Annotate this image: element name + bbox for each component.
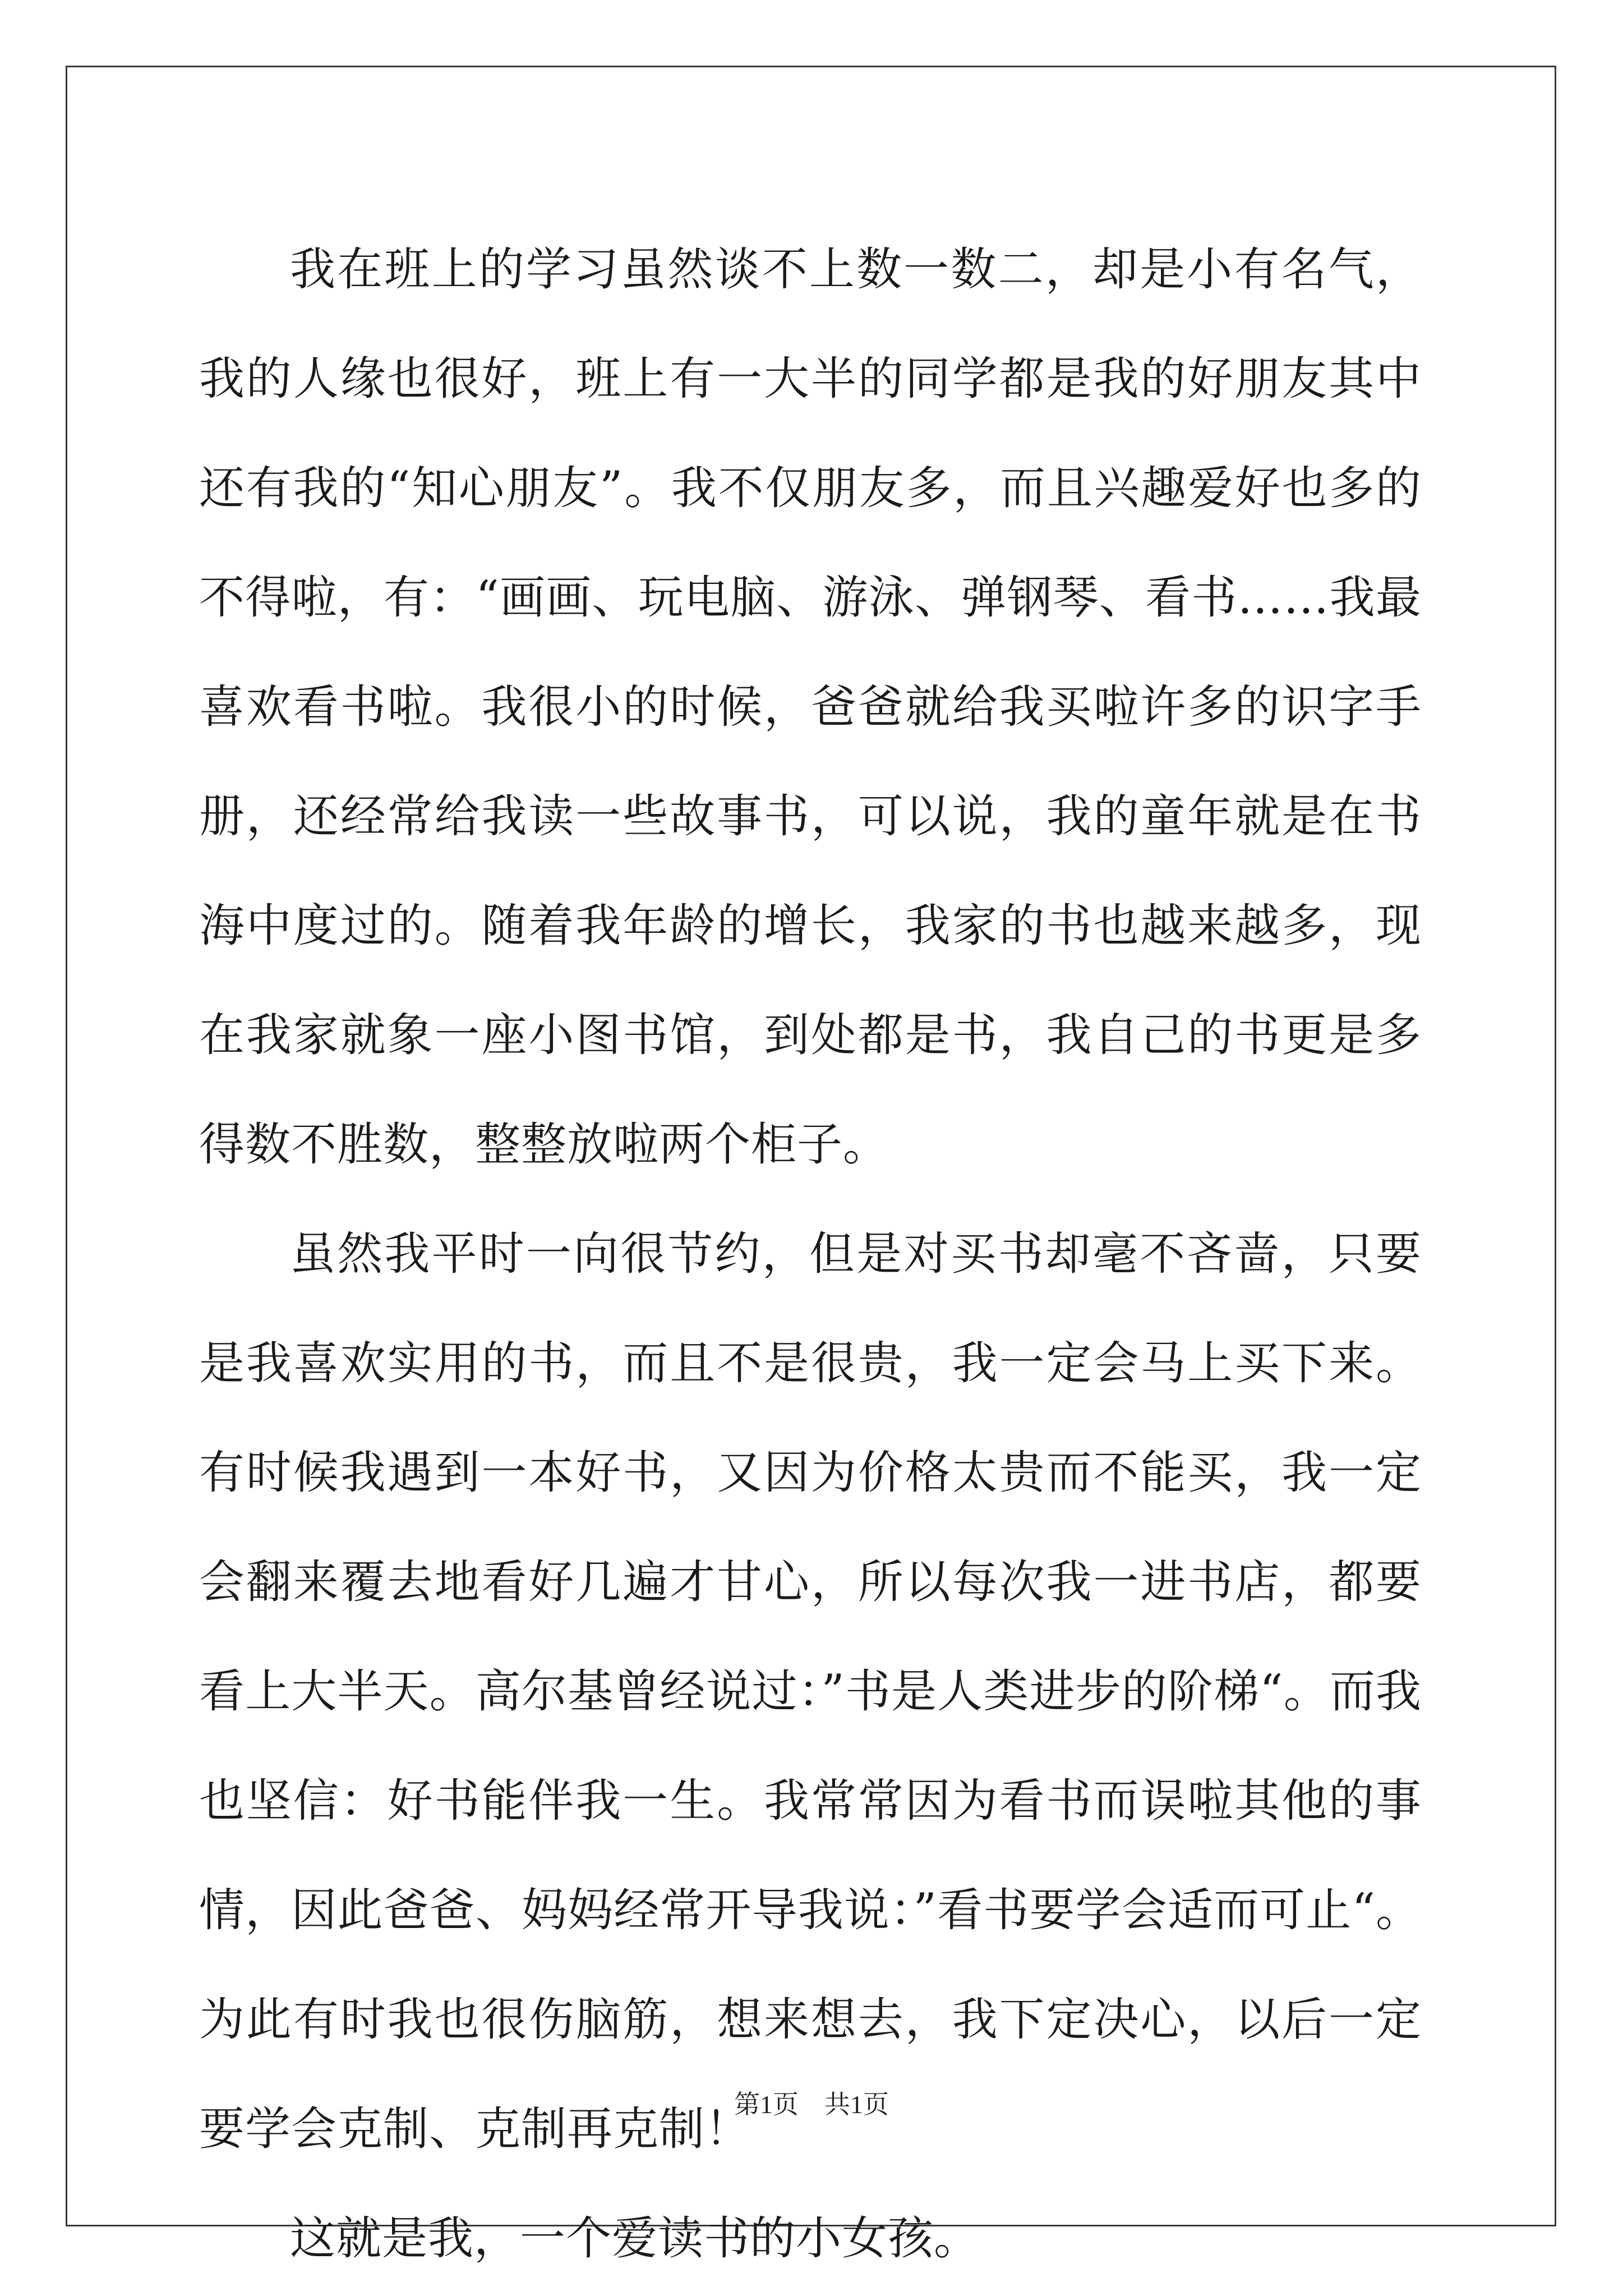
paragraph: 这就是我，一个爱读书的小女孩。 <box>290 2212 980 2265</box>
paragraph: 虽然我平时一向很节约，但是对买书却毫不吝啬，只要是我喜欢实用的书，而且不是很贵，我一定会马上买下来。有时候我遇到一本好书，又因为价格太贵而不能买，我一定会翻来覆去地看好几遍才甘心，所以每次我一进书店，都要看上大半天。高尔基曾经说过：”书是人类进步的阶梯“。而我也坚信：好书能伴我一生。我常常因为看书而误啦其他的事情，因此爸爸、妈妈经常开导我说：”看书要学会适而可止“。为此有时我也很伤脑筋，想来想去，我下定决心，以后一定要学会克制、克制再克制！ <box>199 1228 1422 2156</box>
page-number-footer: 第1页 共1页 <box>734 2090 889 2119</box>
paragraph: 我在班上的学习虽然谈不上数一数二，却是小有名气，我的人缘也很好，班上有一大半的同学都是我的好朋友其中还有我的“知心朋友”。我不仅朋友多，而且兴趣爱好也多的不得啦，有：“画画、玩电脑、游泳、弹钢琴、看书……我最喜欢看书啦。我很小的时候，爸爸就给我买啦许多的识字手册，还经常给我读一些故事书，可以说，我的童年就是在书海中度过的。随着我年龄的增长，我家的书也越来越多，现在我家就象一座小图书馆，到处都是书，我自己的书更是多得数不胜数，整整放啦两个柜子。 <box>199 243 1422 1171</box>
document-body <box>199 215 1422 2294</box>
